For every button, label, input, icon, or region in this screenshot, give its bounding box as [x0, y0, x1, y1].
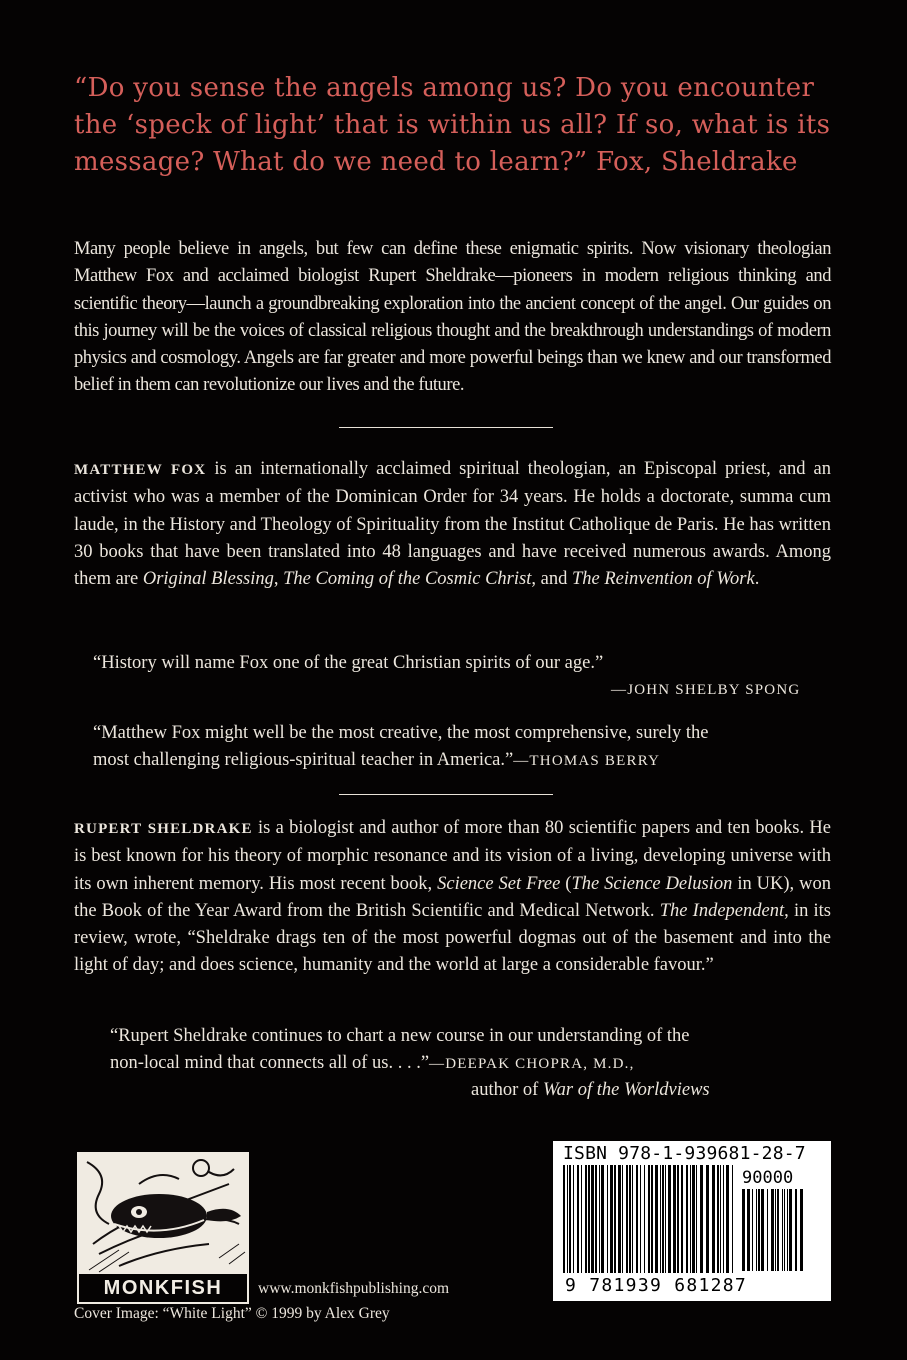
book-title-war-of-worldviews: War of the Worldviews — [542, 1080, 710, 1100]
sheldrake-bio-text: is a biologist and author of more than 80 scientific papers and ten books. He is best known for his theory of morphic resonance and its vision of a living, developing universe with its own inherent memory. His most recent book, — [74, 818, 831, 894]
chopra-quote-text: non-local mind that connects all of us. . . .” — [110, 1053, 430, 1073]
isbn-barcode — [553, 1141, 831, 1301]
fox-bio-separator: , and — [531, 569, 572, 590]
book-title-science-delusion: The Science Delusion — [571, 873, 733, 894]
fox-bio-text: is an internationally acclaimed spiritual theologian, an Episcopal priest, and an activist who was a member of the Dominican Order for 34 years. He holds a doctorate, summa cum laude, in the History and Theology of Spirituality from the Institut Catholique de Paris. He has written 30 books that have been translated into 48 languages and have received numerous awards. Among them are — [74, 459, 832, 590]
attribution-spong: —JOHN SHELBY SPONG — [611, 682, 801, 698]
divider-rule-1 — [339, 427, 553, 428]
author-of-text: author of — [471, 1080, 543, 1100]
attribution-chopra: —DEEPAK CHOPRA, M.D., — [429, 1056, 635, 1072]
cover-image-credit: Cover Image: “White Light” © 1999 by Alex Grey — [74, 1305, 390, 1322]
fox-blurb-berry-line-1: “Matthew Fox might well be the most creative, the most comprehensive, surely the — [93, 723, 709, 743]
price-code: 90000 — [742, 1168, 794, 1188]
sheldrake-bio-text: , in its review, wrote, “Sheldrake drags ten of the most powerful dogmas out of the basement and into the light of day; and does science, humanity and the world at large a considerable favour.” — [74, 900, 832, 976]
sheldrake-blurb-line-2 — [110, 1050, 635, 1078]
monkfish-illustration — [79, 1154, 247, 1274]
book-description: Many people believe in angels, but few can define these enigmatic spirits. Now visionary theologian Matthew Fox and acclaimed biologist Rupert Sheldrake—pioneers in modern religious thinking and scientific theory—launch a groundbreaking exploration into the ancient concept of the angel. Our guides on this journey will be the voices of classical religious thought and the breakthrough understandings of modern physics and cosmology. Angels are far greater and more powerful beings than we knew and our transformed belief in them can revolutionize our lives and the future. — [74, 239, 831, 396]
divider-rule-2 — [339, 794, 553, 795]
book-title-original-blessing: Original Blessing — [142, 569, 274, 590]
price-barcode-bars — [742, 1189, 804, 1271]
sheldrake-bio-text: in UK), won the Book of the Year Award from the British Scientific and Medical Network. — [74, 873, 831, 921]
attribution-berry: —THOMAS BERRY — [513, 753, 661, 769]
pull-quote: “Do you sense the angels among us? Do you encounter the ‘speck of light’ that is within us all? If so, what is its message? What do we need to learn?” Fox, Sheldrake — [74, 73, 831, 177]
fox-blurb-spong-attribution — [611, 676, 800, 704]
author-name-sheldrake: RUPERT SHELDRAKE — [74, 821, 253, 837]
chopra-author-of — [471, 1077, 710, 1104]
ean-barcode-bars — [563, 1165, 735, 1273]
book-title-science-set-free: Science Set Free — [437, 873, 561, 894]
fox-bio-end: . — [754, 569, 760, 590]
rupert-sheldrake-bio — [74, 815, 831, 980]
fox-bio-separator: , — [273, 569, 284, 590]
monkfish-logo — [77, 1152, 249, 1304]
book-title-reinvention-of-work: The Reinvention of Work — [571, 569, 755, 590]
fox-blurb-berry-line-2 — [93, 747, 660, 775]
berry-quote-text: most challenging religious-spiritual teacher in America.” — [93, 750, 514, 770]
newspaper-the-independent: The Independent — [659, 900, 785, 921]
book-title-cosmic-christ: The Coming of the Cosmic Christ — [283, 569, 532, 590]
fox-blurb-spong: “History will name Fox one of the great Christian spirits of our age.” — [93, 653, 604, 673]
matthew-fox-bio — [74, 456, 831, 593]
sheldrake-blurb-line-1: “Rupert Sheldrake continues to chart a new course in our understanding of the — [110, 1026, 690, 1046]
isbn-label: ISBN 978-1-939681-28-7 — [563, 1143, 806, 1164]
author-name-fox: MATTHEW FOX — [74, 462, 207, 478]
sheldrake-bio-text: ( — [560, 873, 572, 894]
publisher-website[interactable]: www.monkfishpublishing.com — [258, 1280, 450, 1297]
ean-digits: 9 781939 681287 — [565, 1275, 748, 1296]
monkfish-wordmark: MONKFISH — [79, 1274, 247, 1302]
